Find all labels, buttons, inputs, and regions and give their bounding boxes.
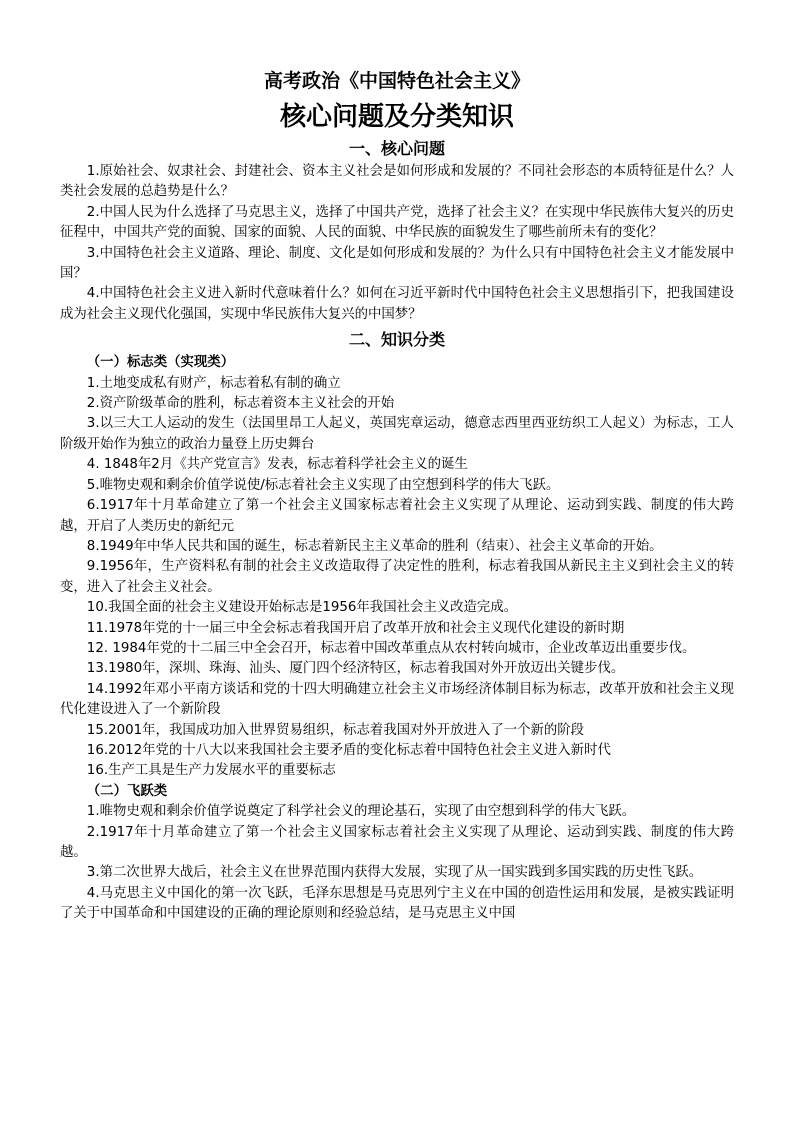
document-title: 高考政治《中国特色社会主义》 — [263, 70, 530, 92]
list-item: 14.1992年邓小平南方谈话和党的十四大明确建立社会主义市场经济体制目标为标志，改革开放和社会主义现代化建设进入了一个新阶段 — [60, 681, 734, 718]
list-item: 6.1917年十月革命建立了第一个社会主义国家标志着社会主义实现了从理论、运动到实践、制度的伟大跨越，开启了人类历史的新纪元 — [60, 498, 734, 534]
question-paragraph: 2.中国人民为什么选择了马克思主义，选择了中国共产党，选择了社会主义？在实现中华民族伟大复兴的历史征程中，中国共产党的面貌、国家的面貌、人民的面貌、中华民族的面貌发生了哪些前所未有的变化？ — [60, 204, 734, 241]
list-item: 2.1917年十月革命建立了第一个社会主义国家标志着社会主义实现了从理论、运动到实践、制度的伟大跨越。 — [60, 824, 734, 860]
section-core-questions — [60, 138, 734, 325]
document-subtitle: 核心问题及分类知识 — [279, 102, 514, 132]
list-item: 10.我国全面的社会主义建设开始标志是1956年我国社会主义改造完成。 — [86, 600, 518, 616]
list-item: 9.1956年，生产资料私有制的社会主义改造取得了决定性的胜利，标志着我国从新民主主义到社会主义的转变，进入了社会主义社会。 — [60, 559, 734, 595]
list-item: 16.2012年党的十八大以来我国社会主要矛盾的变化标志着中国特色社会主义进入新时代 — [86, 742, 611, 758]
question-paragraph: 1.原始社会、奴隶社会、封建社会、资本主义社会是如何形成和发展的？不同社会形态的本质特征是什么？人类社会发展的总趋势是什么？ — [60, 164, 734, 200]
question-paragraph: 4.中国特色社会主义进入新时代意味着什么？如何在习近平新时代中国特色社会主义思想指引下，把我国建设成为社会主义现代化强国，实现中华民族伟大复兴的中国梦？ — [60, 286, 734, 322]
list-item: 12. 1984年党的十二届三中全会召开，标志着中国改革重点从农村转向城市，企业改革迈出重要步伐。 — [86, 640, 696, 656]
list-item: 5.唯物史观和剩余价值学说使/标志着社会主义实现了由空想到科学的伟大飞跃。 — [86, 477, 560, 493]
section-heading: 一、核心问题 — [348, 139, 445, 158]
group-heading: （二）飞跃类 — [86, 783, 168, 799]
list-item: 3.第二次世界大战后，社会主义在世界范围内获得大发展，实现了从一国实践到多国实践的历史性飞跃。 — [86, 865, 703, 881]
section-heading: 二、知识分类 — [348, 330, 445, 350]
list-item: 13.1980年，深圳、珠海、汕头、厦门四个经济特区，标志着我国对外开放迈出关键步伐。 — [86, 661, 625, 677]
section-knowledge-classification — [60, 329, 734, 924]
list-item: 16.生产工具是生产力发展水平的重要标志 — [86, 763, 336, 779]
list-item: 8.1949年中华人民共和国的诞生，标志着新民主主义革命的胜利（结束）、社会主义革命的开始。 — [86, 538, 663, 554]
list-item: 2.资产阶级革命的胜利，标志着资本主义社会的开始 — [86, 396, 395, 412]
question-paragraph: 3.中国特色社会主义道路、理论、制度、文化是如何形成和发展的？为什么只有中国特色社会主义才能发展中国？ — [60, 245, 734, 282]
list-item: 4.马克思主义中国化的第一次飞跃，毛泽东思想是马克思列宁主义在中国的创造性运用和发展，是被实践证明了关于中国革命和中国建设的正确的理论原则和经验总结，是马克思主义中国 — [60, 885, 734, 922]
group-marker-category — [60, 353, 734, 782]
list-item: 1.土地变成私有财产，标志着私有制的确立 — [86, 375, 341, 391]
list-item: 3.以三大工人运动的发生（法国里昂工人起义，英国宪章运动，德意志西里西亚纺织工人起义）为标志，工人阶级开始作为独立的政治力量登上历史舞台 — [60, 416, 734, 452]
list-item: 1.唯物史观和剩余价值学说奠定了科学社会义的理论基石，实现了由空想到科学的伟大飞跃。 — [86, 804, 636, 820]
group-leap-category — [60, 782, 734, 925]
document-page — [60, 68, 734, 925]
group-heading: （一）标志类（实现类） — [86, 355, 235, 371]
list-item: 15.2001年，我国成功加入世界贸易组织，标志着我国对外开放进入了一个新的阶段 — [86, 722, 585, 738]
list-item: 4. 1848年2月《共产党宣言》发表，标志着科学社会主义的诞生 — [86, 457, 468, 473]
list-item: 11.1978年党的十一届三中全会标志着我国开启了改革开放和社会主义现代化建设的新时期 — [86, 620, 625, 636]
